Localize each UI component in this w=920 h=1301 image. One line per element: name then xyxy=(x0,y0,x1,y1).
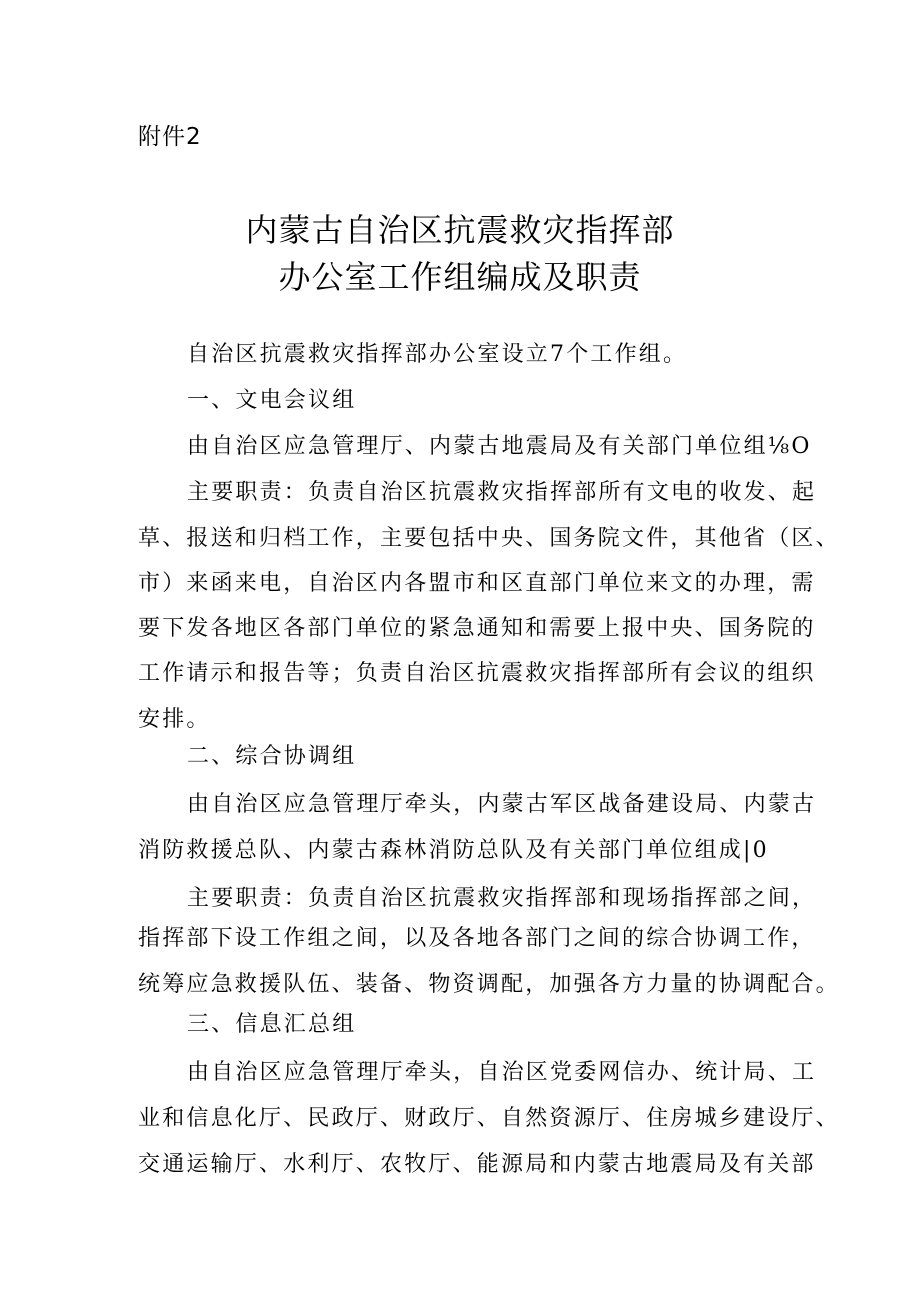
body-line: 主要职责：负责自治区抗震救灾指挥部所有文电的收发、起 xyxy=(187,480,817,505)
document-title-line-2: 办公室工作组编成及职责 xyxy=(278,258,642,296)
attachment-label: 附件2 xyxy=(138,124,202,150)
body-line: 安排。 xyxy=(138,707,211,732)
body-line: 由自治区应急管理厅牵头，内蒙古军区战备建设局、内蒙古 xyxy=(187,792,817,817)
body-line: 由自治区应急管理厅、内蒙古地震局及有关部门单位组⅛O xyxy=(187,434,812,459)
section-heading-3: 三、信息汇总组 xyxy=(187,1012,357,1037)
body-line: 交通运输厅、水利厅、农牧厅、能源局和内蒙古地震局及有关部 xyxy=(138,1152,816,1177)
body-line: 草、报送和归档工作，主要包括中央、国务院文件，其他省（区、 xyxy=(138,526,840,551)
body-line: 工作请示和报告等；负责自治区抗震救灾指挥部所有会议的组织 xyxy=(138,661,816,686)
section-heading-2: 二、综合协调组 xyxy=(187,744,357,769)
body-line: 市）来函来电，自治区内各盟市和区直部门单位来文的办理，需 xyxy=(138,571,816,596)
body-line: 指挥部下设工作组之间，以及各地各部门之间的综合协调工作， xyxy=(138,926,816,951)
body-line: 主要职责：负责自治区抗震救灾指挥部和现场指挥部之间， xyxy=(187,886,817,911)
body-line: 由自治区应急管理厅牵头，自治区党委网信办、统计局、工 xyxy=(187,1060,817,1085)
body-line: 要下发各地区各部门单位的紧急通知和需要上报中央、国务院的 xyxy=(138,616,816,641)
intro-paragraph: 自治区抗震救灾指挥部办公室设立7个工作组。 xyxy=(187,342,688,367)
body-line: 业和信息化厅、民政厅、财政厅、自然资源厅、住房城乡建设厅、 xyxy=(138,1106,840,1131)
body-line: 消防救援总队、内蒙古森林消防总队及有关部门单位组成|0 xyxy=(138,838,769,863)
document-title-line-1: 内蒙古自治区抗震救灾指挥部 xyxy=(245,211,675,249)
section-heading-1: 一、文电会议组 xyxy=(187,388,357,413)
body-line: 统筹应急救援队伍、装备、物资调配，加强各方力量的协调配合。 xyxy=(138,972,840,997)
